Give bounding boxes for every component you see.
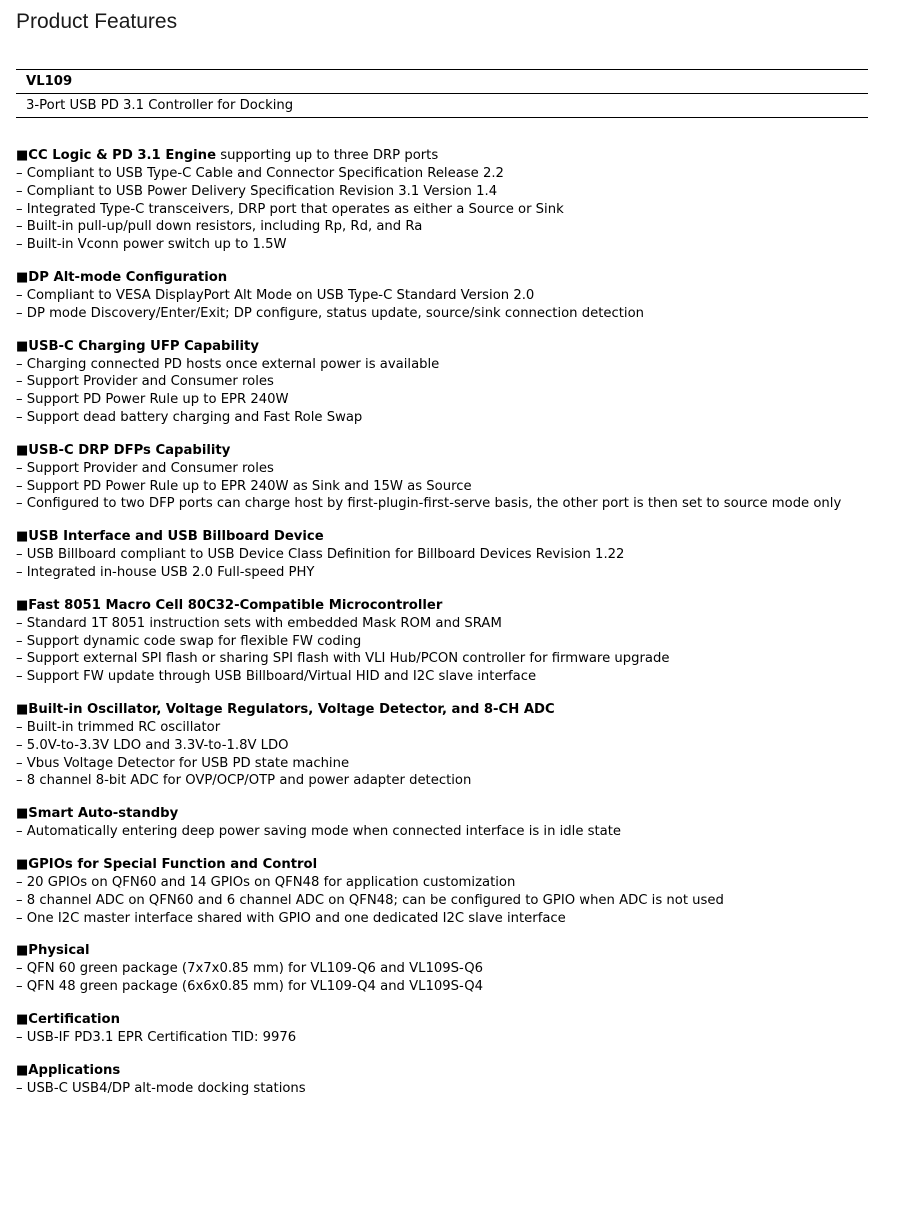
feature-item: – USB-C USB4/DP alt-mode docking stations <box>16 1080 306 1096</box>
feature-heading-title: Fast 8051 Macro Cell 80C32-Compatible Microcontroller <box>28 597 443 613</box>
feature-heading <box>16 701 892 719</box>
feature-item: – USB-IF PD3.1 EPR Certification TID: 9976 <box>16 1029 297 1045</box>
square-bullet-icon: ■ <box>16 338 29 354</box>
square-bullet-icon: ■ <box>16 597 29 613</box>
feature-heading <box>16 805 892 823</box>
square-bullet-icon: ■ <box>16 1011 29 1027</box>
square-bullet-icon: ■ <box>16 442 29 458</box>
feature-section <box>16 269 892 323</box>
feature-item: – Standard 1T 8051 instruction sets with embedded Mask ROM and SRAM <box>16 615 502 631</box>
feature-section <box>16 701 892 790</box>
feature-item: – Compliant to USB Power Delivery Specification Revision 3.1 Version 1.4 <box>16 183 498 199</box>
feature-section <box>16 1062 892 1098</box>
product-name: VL109 <box>16 69 868 94</box>
square-bullet-icon: ■ <box>16 943 29 959</box>
square-bullet-icon: ■ <box>16 806 29 822</box>
feature-item: – USB Billboard compliant to USB Device Class Definition for Billboard Devices Revision 1.22 <box>16 547 625 563</box>
feature-heading <box>16 442 892 460</box>
feature-section <box>16 805 892 841</box>
feature-heading-title: Certification <box>28 1011 121 1027</box>
feature-heading-title: Smart Auto-standby <box>28 806 179 822</box>
feature-item: – Support Provider and Consumer roles <box>16 374 274 390</box>
feature-heading-title: USB Interface and USB Billboard Device <box>28 529 324 545</box>
feature-item: – Support external SPI flash or sharing SPI flash with VLI Hub/PCON controller for firmware upgrade <box>16 651 670 667</box>
feature-item: – Vbus Voltage Detector for USB PD state machine <box>16 755 350 771</box>
square-bullet-icon: ■ <box>16 856 29 872</box>
feature-item: – Support PD Power Rule up to EPR 240W <box>16 392 289 408</box>
feature-item: – DP mode Discovery/Enter/Exit; DP configure, status update, source/sink connection detection <box>16 305 645 321</box>
feature-heading <box>16 528 892 546</box>
feature-item: – Built-in trimmed RC oscillator <box>16 719 221 735</box>
feature-item: – Built-in pull-up/pull down resistors, including Rp, Rd, and Ra <box>16 219 423 235</box>
feature-item: – 8 channel ADC on QFN60 and 6 channel ADC on QFN48; can be configured to GPIO when ADC is not used <box>16 892 724 908</box>
feature-item: – One I2C master interface shared with GPIO and one dedicated I2C slave interface <box>16 910 566 926</box>
feature-heading-title: GPIOs for Special Function and Control <box>28 856 318 872</box>
feature-item: – Built-in Vconn power switch up to 1.5W <box>16 237 287 253</box>
feature-heading <box>16 942 892 960</box>
feature-section <box>16 147 892 254</box>
square-bullet-icon: ■ <box>16 701 29 717</box>
feature-heading-title: CC Logic & PD 3.1 Engine <box>28 148 217 163</box>
feature-sections <box>16 147 892 1113</box>
feature-section <box>16 442 892 513</box>
feature-heading <box>16 1011 892 1029</box>
product-table <box>16 69 868 118</box>
feature-section <box>16 1011 892 1047</box>
feature-section <box>16 528 892 582</box>
feature-item: – Charging connected PD hosts once external power is available <box>16 356 440 372</box>
feature-section <box>16 942 892 996</box>
feature-section <box>16 597 892 686</box>
feature-heading-suffix: supporting up to three DRP ports <box>216 148 439 163</box>
feature-heading <box>16 856 892 874</box>
feature-item: – Compliant to USB Type-C Cable and Connector Specification Release 2.2 <box>16 166 504 181</box>
feature-item: – QFN 60 green package (7x7x0.85 mm) for VL109-Q6 and VL109S-Q6 <box>16 961 484 977</box>
feature-heading <box>16 597 892 615</box>
feature-item: – QFN 48 green package (6x6x0.85 mm) for VL109-Q4 and VL109S-Q4 <box>16 979 484 995</box>
feature-item: – 5.0V-to-3.3V LDO and 3.3V-to-1.8V LDO <box>16 737 289 753</box>
feature-item: – Support dead battery charging and Fast Role Swap <box>16 409 363 425</box>
feature-heading-title: DP Alt-mode Configuration <box>28 269 228 285</box>
feature-item: – Support PD Power Rule up to EPR 240W as Sink and 15W as Source <box>16 478 472 494</box>
feature-heading-title: USB-C DRP DFPs Capability <box>28 442 231 458</box>
feature-item: – Automatically entering deep power saving mode when connected interface is in idle state <box>16 824 622 840</box>
feature-heading <box>16 147 892 165</box>
feature-item: – Compliant to VESA DisplayPort Alt Mode on USB Type-C Standard Version 2.0 <box>16 287 535 303</box>
page-title: Product Features <box>16 10 178 33</box>
feature-heading-title: Physical <box>28 943 90 959</box>
feature-heading <box>16 1062 892 1080</box>
feature-item: – Integrated Type-C transceivers, DRP port that operates as either a Source or Sink <box>16 201 564 217</box>
feature-item: – 8 channel 8-bit ADC for OVP/OCP/OTP and power adapter detection <box>16 773 472 789</box>
square-bullet-icon: ■ <box>16 269 29 285</box>
feature-item: – Configured to two DFP ports can charge host by first-plugin-first-serve basis, the other port is then set to source mode only <box>16 496 842 512</box>
feature-section <box>16 338 892 427</box>
feature-section <box>16 856 892 927</box>
feature-heading <box>16 269 892 287</box>
feature-item: – 20 GPIOs on QFN60 and 14 GPIOs on QFN48 for application customization <box>16 874 516 890</box>
feature-heading-title: Applications <box>28 1062 121 1078</box>
feature-item: – Support dynamic code swap for flexible FW coding <box>16 633 362 649</box>
feature-heading-title: Built-in Oscillator, Voltage Regulators, Voltage Detector, and 8-CH ADC <box>28 701 555 717</box>
feature-item: – Support Provider and Consumer roles <box>16 460 274 476</box>
feature-item: – Integrated in-house USB 2.0 Full-speed PHY <box>16 564 315 580</box>
square-bullet-icon: ■ <box>16 1062 29 1078</box>
product-description: 3-Port USB PD 3.1 Controller for Docking <box>16 94 868 118</box>
square-bullet-icon: ■ <box>16 148 29 163</box>
square-bullet-icon: ■ <box>16 529 29 545</box>
feature-item: – Support FW update through USB Billboard/Virtual HID and I2C slave interface <box>16 669 537 685</box>
feature-heading <box>16 338 892 356</box>
feature-heading-title: USB-C Charging UFP Capability <box>28 338 259 354</box>
